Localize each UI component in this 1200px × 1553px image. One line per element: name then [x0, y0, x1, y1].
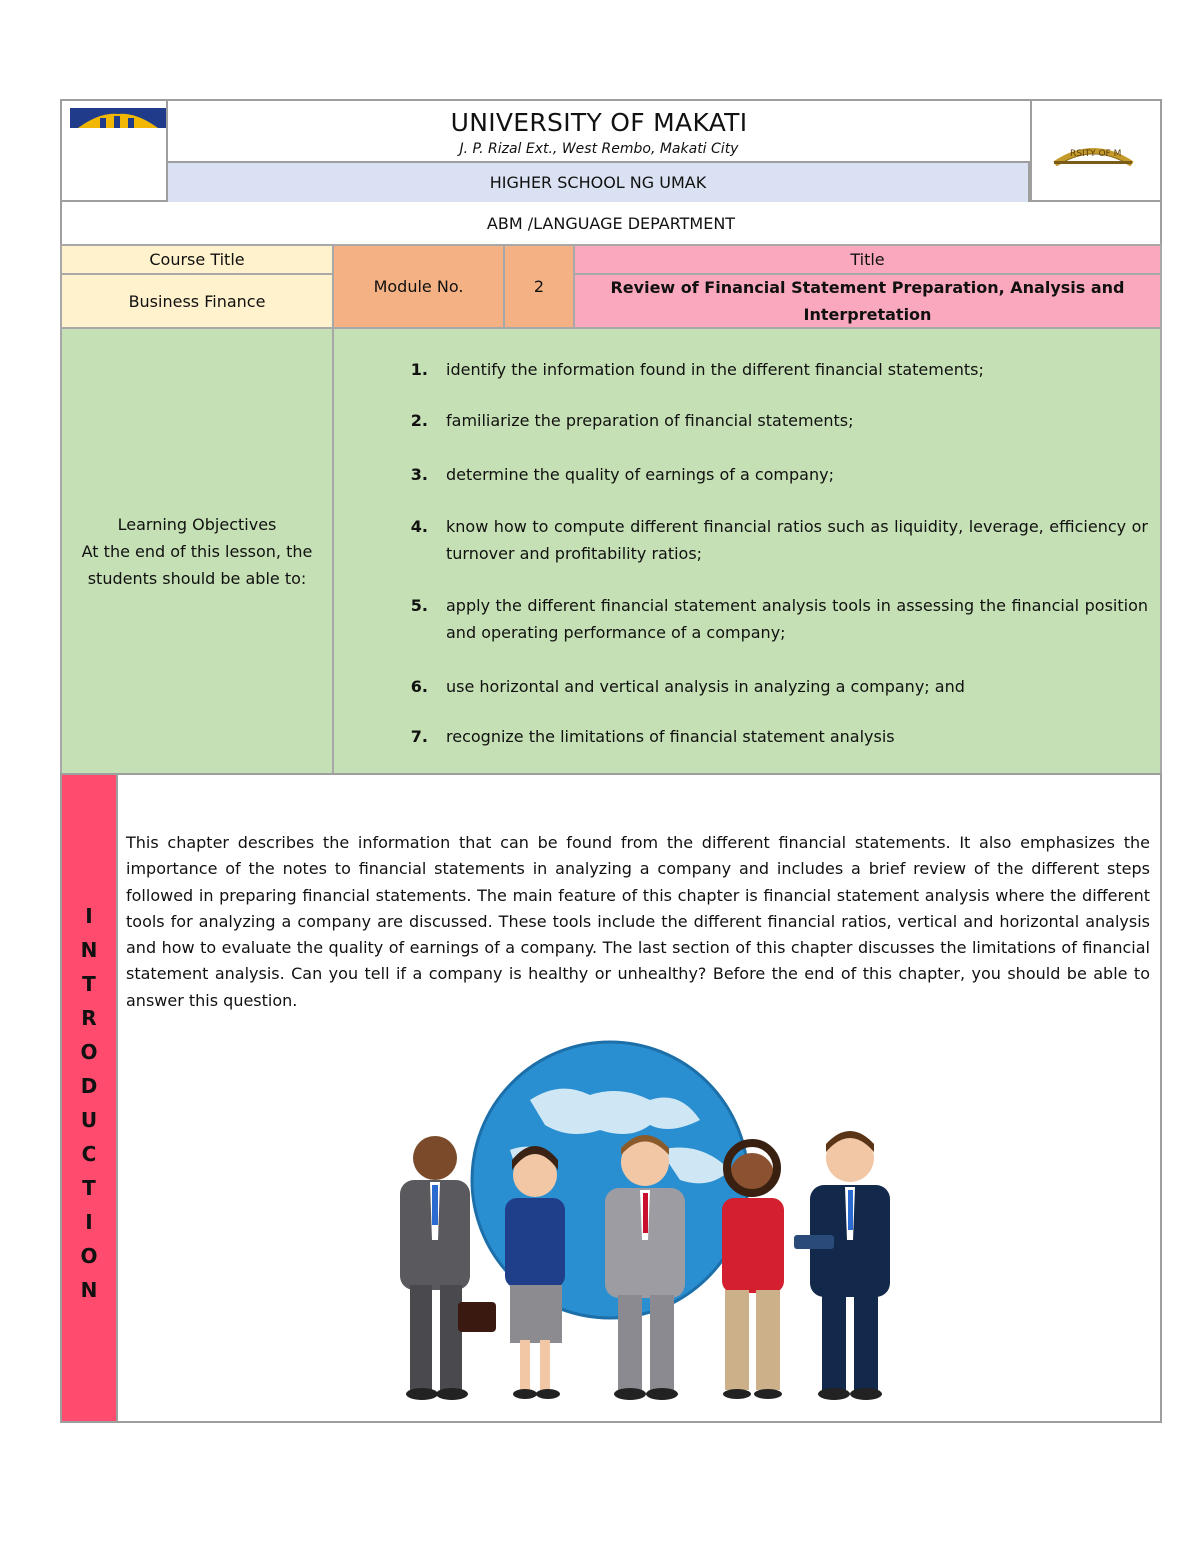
objective-number: 3.: [410, 465, 428, 484]
person-4-icon: [722, 1143, 784, 1399]
higher-school-band: HIGHER SCHOOL NG UMAK: [168, 161, 1030, 202]
university-name: UNIVERSITY OF MAKATI: [450, 107, 748, 137]
objective-number: 6.: [410, 677, 428, 696]
objective-text: familiarize the preparation of financial statements;: [446, 411, 854, 430]
course-title-label: Course Title: [60, 244, 334, 275]
objective-item: [392, 723, 1148, 750]
objective-number: 7.: [410, 727, 428, 746]
objective-number: 5.: [410, 596, 428, 615]
objectives-list-cell: [332, 327, 1162, 775]
seal-text: RSITY OF M: [1070, 149, 1122, 159]
objectives-list: [392, 329, 1148, 773]
intro-letter: O: [80, 1244, 98, 1268]
objective-item: [392, 461, 1148, 488]
module-no-label: Module No.: [332, 244, 505, 329]
intro-letter: O: [80, 1040, 98, 1064]
objective-number: 1.: [410, 360, 428, 379]
introduction-side-bar: [62, 775, 118, 1421]
objective-text: know how to compute different financial ratios such as liquidity, leverage, efficiency or turnover and profitability ratios;: [446, 517, 1148, 563]
objective-text: use horizontal and vertical analysis in analyzing a company; and: [446, 677, 965, 696]
objectives-heading: Learning Objectives: [117, 514, 277, 534]
objective-text: identify the information found in the different financial statements;: [446, 360, 984, 379]
objective-text: determine the quality of earnings of a company;: [446, 465, 834, 484]
person-5-icon: [794, 1131, 890, 1400]
intro-letter: U: [80, 1108, 98, 1132]
business-people-illustration: [360, 1040, 920, 1410]
title-value: Review of Financial Statement Preparation, Analysis and Interpretation: [573, 273, 1162, 329]
objective-item: [392, 513, 1148, 567]
objective-text: apply the different financial statement analysis tools in assessing the financial position and operating performance of a company;: [446, 596, 1148, 642]
university-logo: [70, 108, 166, 128]
intro-letter: N: [80, 938, 98, 962]
intro-letter: R: [81, 1006, 97, 1030]
objective-number: 4.: [410, 517, 428, 536]
course-title-value: Business Finance: [60, 273, 334, 329]
intro-letter: I: [85, 904, 93, 928]
objective-item: [392, 592, 1148, 646]
intro-letter: T: [82, 1176, 96, 1200]
intro-letter: C: [81, 1142, 97, 1166]
module-no-value: 2: [503, 244, 575, 329]
objective-number: 2.: [410, 411, 428, 430]
objectives-intro: At the end of this lesson, the students should be able to:: [81, 541, 313, 588]
objective-item: [392, 673, 1148, 700]
intro-letter: N: [80, 1278, 98, 1302]
objective-text: recognize the limitations of financial statement analysis: [446, 727, 895, 746]
objectives-label-cell: [60, 327, 334, 775]
intro-letter: T: [82, 972, 96, 996]
objective-item: [392, 356, 1148, 383]
intro-letter: I: [85, 1210, 93, 1234]
introduction-paragraph: This chapter describes the information that can be found from the different financial statements. It also emphasizes the importance of the notes to financial statements in analyzing a company and includes a brief review of the different steps followed in preparing financial statements. The main feature of this chapter is financial statement analysis where the different tools for analyzing a company are discussed. These tools include the different financial ratios, vertical and horizontal analysis and how to evaluate the quality of earnings of a company. The last section of this chapter discusses the limitations of financial statement analysis. Can you tell if a company is healthy or unhealthy? Before the end of this chapter, you should be able to answer this question.: [126, 833, 1150, 1010]
department-row: ABM /LANGUAGE DEPARTMENT: [60, 202, 1162, 246]
introduction-vertical-label: [62, 899, 116, 1307]
title-label: Title: [573, 244, 1162, 275]
intro-letter: D: [80, 1074, 98, 1098]
university-address: J. P. Rizal Ext., West Rembo, Makati City: [459, 141, 739, 157]
university-seal: [1052, 140, 1134, 166]
objective-item: [392, 407, 1148, 434]
